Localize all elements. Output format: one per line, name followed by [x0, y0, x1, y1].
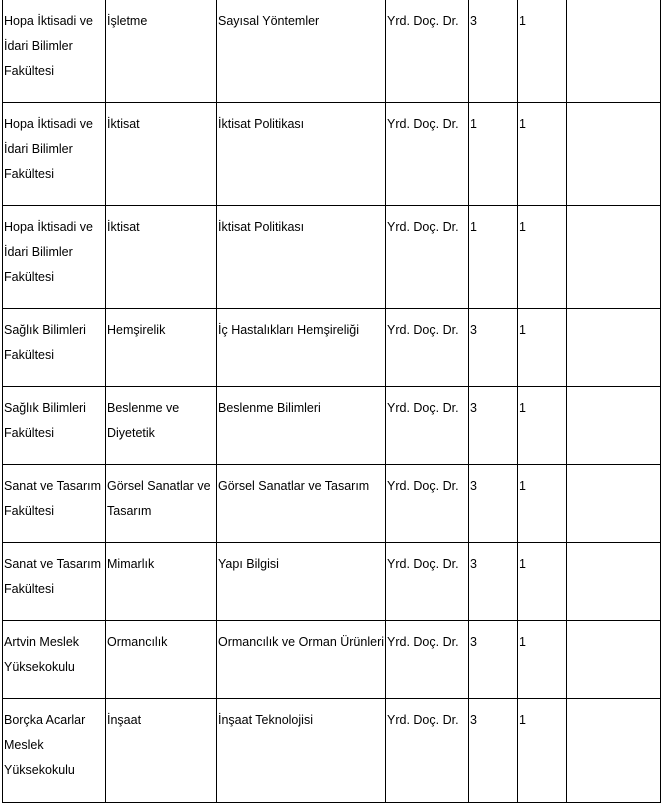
- department-cell: İnşaat: [106, 699, 217, 803]
- field-cell: Beslenme Bilimleri: [217, 387, 386, 465]
- quota-cell: 1: [518, 699, 567, 803]
- field-cell: Sayısal Yöntemler: [217, 0, 386, 103]
- title-cell: Yrd. Doç. Dr.: [386, 206, 469, 309]
- quota-cell: 1: [518, 543, 567, 621]
- count-cell: 3: [469, 387, 518, 465]
- faculty-cell: Borçka Acarlar Meslek Yüksekokulu: [3, 699, 106, 803]
- field-cell: İç Hastalıkları Hemşireliği: [217, 309, 386, 387]
- field-cell: İktisat Politikası: [217, 206, 386, 309]
- note-cell: [567, 543, 661, 621]
- note-cell: [567, 206, 661, 309]
- quota-cell: 1: [518, 309, 567, 387]
- table-row: [3, 309, 661, 387]
- department-cell: Beslenme ve Diyetetik: [106, 387, 217, 465]
- quota-cell: 1: [518, 0, 567, 103]
- table-row: [3, 465, 661, 543]
- field-cell: İnşaat Teknolojisi: [217, 699, 386, 803]
- table-row: [3, 206, 661, 309]
- field-cell: Yapı Bilgisi: [217, 543, 386, 621]
- count-cell: 3: [469, 0, 518, 103]
- quota-cell: 1: [518, 465, 567, 543]
- count-cell: 3: [469, 621, 518, 699]
- note-cell: [567, 387, 661, 465]
- faculty-cell: Artvin Meslek Yüksekokulu: [3, 621, 106, 699]
- faculty-cell: Sanat ve Tasarım Fakültesi: [3, 465, 106, 543]
- table-row: [3, 387, 661, 465]
- field-cell: Ormancılık ve Orman Ürünleri: [217, 621, 386, 699]
- note-cell: [567, 465, 661, 543]
- quota-cell: 1: [518, 103, 567, 206]
- department-cell: İktisat: [106, 206, 217, 309]
- table-row: [3, 0, 661, 103]
- note-cell: [567, 103, 661, 206]
- title-cell: Yrd. Doç. Dr.: [386, 309, 469, 387]
- count-cell: 1: [469, 206, 518, 309]
- department-cell: Mimarlık: [106, 543, 217, 621]
- faculty-cell: Hopa İktisadi ve İdari Bilimler Fakültesi: [3, 206, 106, 309]
- title-cell: Yrd. Doç. Dr.: [386, 699, 469, 803]
- note-cell: [567, 699, 661, 803]
- note-cell: [567, 0, 661, 103]
- note-cell: [567, 309, 661, 387]
- department-cell: İktisat: [106, 103, 217, 206]
- department-cell: İşletme: [106, 0, 217, 103]
- faculty-cell: Hopa İktisadi ve İdari Bilimler Fakültesi: [3, 0, 106, 103]
- positions-table: [2, 0, 661, 803]
- field-cell: Görsel Sanatlar ve Tasarım: [217, 465, 386, 543]
- field-cell: İktisat Politikası: [217, 103, 386, 206]
- quota-cell: 1: [518, 206, 567, 309]
- count-cell: 3: [469, 543, 518, 621]
- note-cell: [567, 621, 661, 699]
- faculty-cell: Sağlık Bilimleri Fakültesi: [3, 309, 106, 387]
- department-cell: Ormancılık: [106, 621, 217, 699]
- table-row: [3, 699, 661, 803]
- count-cell: 1: [469, 103, 518, 206]
- title-cell: Yrd. Doç. Dr.: [386, 543, 469, 621]
- table-row: [3, 103, 661, 206]
- count-cell: 3: [469, 465, 518, 543]
- title-cell: Yrd. Doç. Dr.: [386, 387, 469, 465]
- title-cell: Yrd. Doç. Dr.: [386, 0, 469, 103]
- title-cell: Yrd. Doç. Dr.: [386, 465, 469, 543]
- quota-cell: 1: [518, 387, 567, 465]
- title-cell: Yrd. Doç. Dr.: [386, 621, 469, 699]
- table-row: [3, 621, 661, 699]
- faculty-cell: Sağlık Bilimleri Fakültesi: [3, 387, 106, 465]
- count-cell: 3: [469, 309, 518, 387]
- quota-cell: 1: [518, 621, 567, 699]
- department-cell: Görsel Sanatlar ve Tasarım: [106, 465, 217, 543]
- faculty-cell: Hopa İktisadi ve İdari Bilimler Fakültesi: [3, 103, 106, 206]
- department-cell: Hemşirelik: [106, 309, 217, 387]
- title-cell: Yrd. Doç. Dr.: [386, 103, 469, 206]
- table-row: [3, 543, 661, 621]
- faculty-cell: Sanat ve Tasarım Fakültesi: [3, 543, 106, 621]
- count-cell: 3: [469, 699, 518, 803]
